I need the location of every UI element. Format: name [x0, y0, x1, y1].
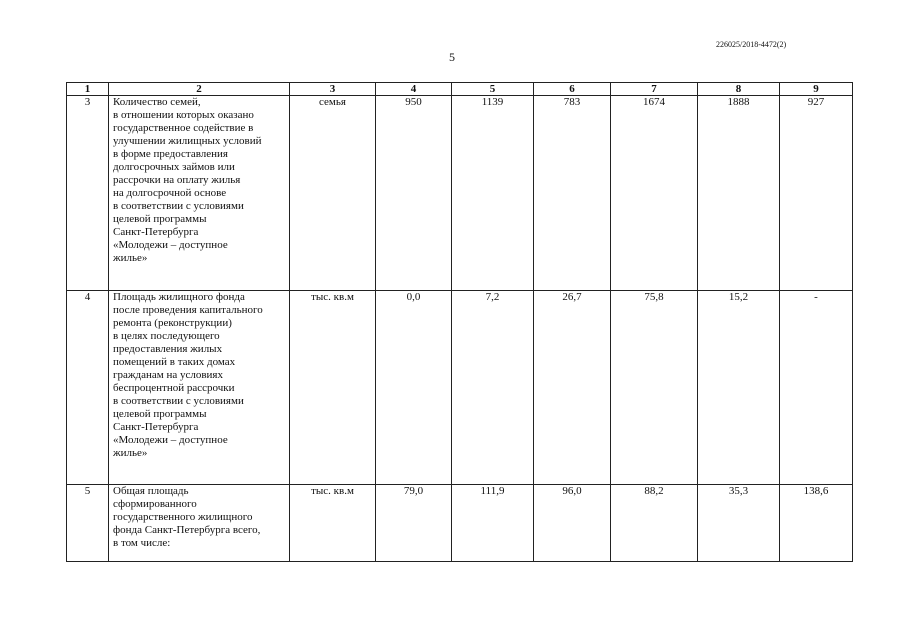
column-header: 8	[698, 83, 780, 96]
column-header: 4	[376, 83, 452, 96]
value-cell: 927	[780, 96, 853, 291]
row-number: 3	[67, 96, 109, 291]
indicator-name: Площадь жилищного фонда после проведения капитального ремонта (реконструкции) в целях последующего предоставления жилых помещений в таких домах гражданам на условиях беспроцентной рассрочки в соответствии с условиями целевой программы Санкт-Петербурга «Молодежи – доступное жилье»	[109, 291, 290, 485]
value-cell: 1888	[698, 96, 780, 291]
value-cell: 35,3	[698, 485, 780, 562]
table-row	[67, 485, 853, 562]
row-number: 4	[67, 291, 109, 485]
indicator-name: Общая площадь сформированного государственного жилищного фонда Санкт-Петербурга всего, в том числе:	[109, 485, 290, 562]
column-header: 7	[611, 83, 698, 96]
page-number: 5	[449, 50, 455, 64]
value-cell: 79,0	[376, 485, 452, 562]
table-row	[67, 291, 853, 485]
column-header: 2	[109, 83, 290, 96]
column-header: 3	[290, 83, 376, 96]
value-cell: 138,6	[780, 485, 853, 562]
column-header: 1	[67, 83, 109, 96]
value-cell: 783	[534, 96, 611, 291]
indicator-name: Количество семей, в отношении которых оказано государственное содействие в улучшении жилищных условий в форме предоставления долгосрочных займов или рассрочки на оплату жилья на долгосрочной основе в соответствии с условиями целевой программы Санкт-Петербурга «Молодежи – доступное жилье»	[109, 96, 290, 291]
value-cell: 26,7	[534, 291, 611, 485]
value-cell: 15,2	[698, 291, 780, 485]
table-row	[67, 96, 853, 291]
table-header-row	[67, 83, 853, 96]
unit-cell: тыс. кв.м	[290, 291, 376, 485]
value-cell: 75,8	[611, 291, 698, 485]
value-cell: 1674	[611, 96, 698, 291]
column-header: 9	[780, 83, 853, 96]
column-header: 5	[452, 83, 534, 96]
value-cell: 1139	[452, 96, 534, 291]
unit-cell: семья	[290, 96, 376, 291]
value-cell: 0,0	[376, 291, 452, 485]
indicators-table	[66, 82, 853, 562]
column-header: 6	[534, 83, 611, 96]
value-cell: -	[780, 291, 853, 485]
value-cell: 88,2	[611, 485, 698, 562]
unit-cell: тыс. кв.м	[290, 485, 376, 562]
value-cell: 111,9	[452, 485, 534, 562]
document-id: 226025/2018-4472(2)	[716, 40, 787, 49]
row-number: 5	[67, 485, 109, 562]
value-cell: 950	[376, 96, 452, 291]
value-cell: 96,0	[534, 485, 611, 562]
value-cell: 7,2	[452, 291, 534, 485]
